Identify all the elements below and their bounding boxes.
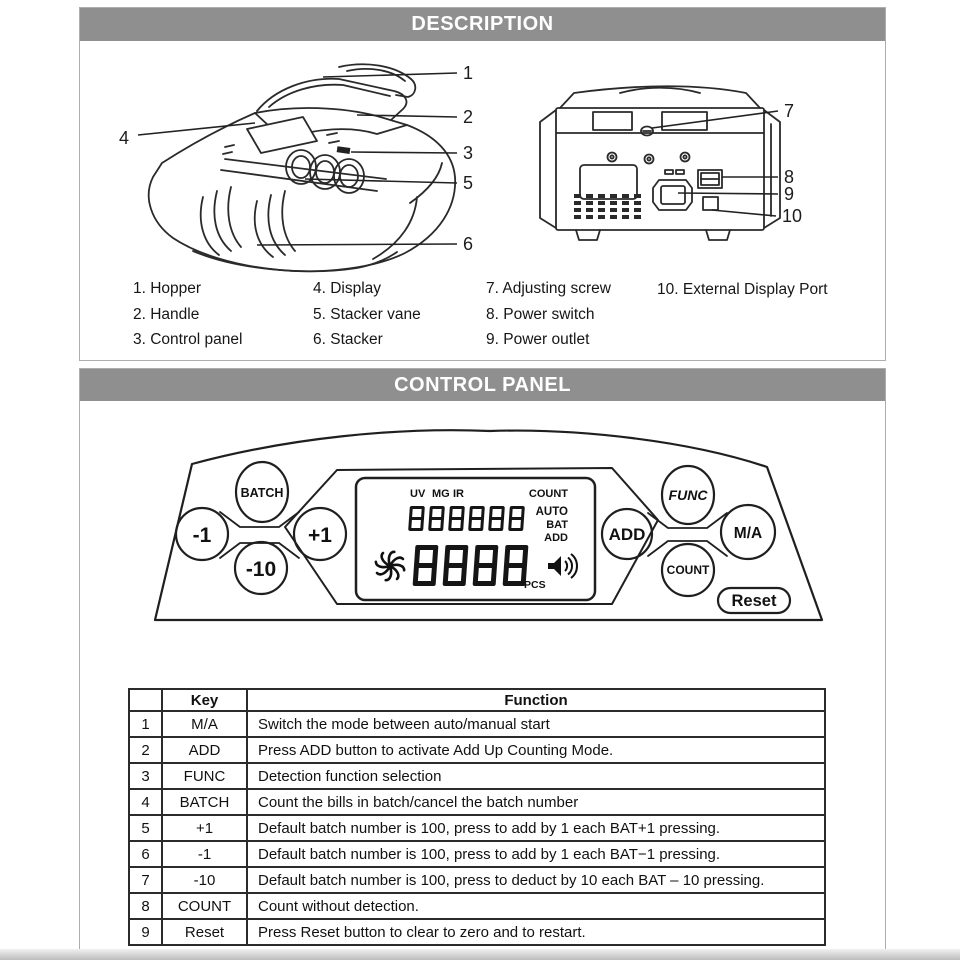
row-function: Default batch number is 100, press to add by 1 each BAT−1 pressing. <box>247 841 825 867</box>
row-no: 7 <box>129 867 162 893</box>
row-function: Press ADD button to activate Add Up Counting Mode. <box>247 737 825 763</box>
mode-add-label: ADD <box>544 532 568 544</box>
callout-4: 4 <box>119 128 130 148</box>
description-title: DESCRIPTION <box>411 13 554 35</box>
table-row <box>129 841 825 867</box>
row-function: Detection function selection <box>247 763 825 789</box>
legend-item: 2. Handle <box>133 305 200 323</box>
callout-5: 5 <box>463 173 474 193</box>
row-no: 4 <box>129 789 162 815</box>
legend-item: 6. Stacker <box>313 331 383 348</box>
lcd-batch-digits <box>414 545 527 586</box>
table-row <box>129 867 825 893</box>
row-key: Reset <box>162 919 247 945</box>
rear-view-diagram <box>520 80 820 255</box>
row-no: 3 <box>129 763 162 789</box>
callout-10: 10 <box>782 206 803 226</box>
ir-label: IR <box>453 488 464 500</box>
table-row <box>129 763 825 789</box>
row-key: -1 <box>162 841 247 867</box>
table-row <box>129 815 825 841</box>
row-no: 1 <box>129 711 162 737</box>
control-panel-title: CONTROL PANEL <box>394 373 571 396</box>
table-row <box>129 919 825 945</box>
row-key: BATCH <box>162 789 247 815</box>
front-callout-lines <box>138 73 457 245</box>
plus-one-button-label: +1 <box>308 524 332 547</box>
batch-button-label: BATCH <box>240 486 284 500</box>
legend-item: 9. Power outlet <box>486 331 590 348</box>
row-key: ADD <box>162 737 247 763</box>
callout-9: 9 <box>784 184 795 204</box>
row-key: COUNT <box>162 893 247 919</box>
legend-column-3 <box>486 276 611 353</box>
table-header-row <box>129 689 825 711</box>
callout-1: 1 <box>463 63 474 83</box>
control-panel-figure <box>128 425 836 625</box>
reset-button-label: Reset <box>731 592 777 610</box>
front-view-diagram <box>105 55 525 275</box>
row-key: +1 <box>162 815 247 841</box>
callout-2: 2 <box>463 107 474 127</box>
rear-callout-lines <box>652 111 778 216</box>
legend-item: 7. Adjusting screw <box>486 280 611 297</box>
callout-7: 7 <box>784 101 795 121</box>
row-no: 9 <box>129 919 162 945</box>
control-panel-header <box>80 369 885 401</box>
description-header <box>80 8 885 41</box>
legend-item: 8. Power switch <box>486 305 595 323</box>
row-function: Count the bills in batch/cancel the batch number <box>247 789 825 815</box>
header-key: Key <box>162 689 247 711</box>
mode-count-label: COUNT <box>528 488 568 500</box>
row-no: 6 <box>129 841 162 867</box>
row-no: 8 <box>129 893 162 919</box>
count-button-label: COUNT <box>666 563 710 577</box>
header-function: Function <box>247 689 825 711</box>
func-button-label: FUNC <box>668 487 708 503</box>
legend-item: 3. Control panel <box>133 331 243 348</box>
callout-3: 3 <box>463 143 474 163</box>
legend-item: 10. External Display Port <box>657 281 828 298</box>
row-function: Count without detection. <box>247 893 825 919</box>
row-function: Default batch number is 100, press to add by 1 each BAT+1 pressing. <box>247 815 825 841</box>
callout-6: 6 <box>463 234 474 254</box>
add-button-label: ADD <box>608 525 646 544</box>
minus-ten-button-label: -10 <box>245 558 277 581</box>
legend-item: 5. Stacker vane <box>313 305 421 323</box>
table-row <box>129 893 825 919</box>
row-key: M/A <box>162 711 247 737</box>
row-no: 5 <box>129 815 162 841</box>
lcd-count-digits <box>409 506 524 531</box>
header-no <box>129 689 162 711</box>
bill-counter-rear-art <box>540 86 780 240</box>
ma-button-label: M/A <box>733 525 763 542</box>
legend-column-1 <box>133 276 242 353</box>
mode-auto-label: AUTO <box>535 506 568 518</box>
row-function: Switch the mode between auto/manual start <box>247 711 825 737</box>
table-row <box>129 737 825 763</box>
mode-bat-label: BAT <box>546 519 568 531</box>
row-function: Press Reset button to clear to zero and to restart. <box>247 919 825 945</box>
row-no: 2 <box>129 737 162 763</box>
page-edge-shadow <box>0 949 960 960</box>
callout-8: 8 <box>784 167 795 187</box>
legend-column-4 <box>657 277 828 303</box>
legend-item: 1. Hopper <box>133 280 202 297</box>
bill-counter-front-art <box>149 64 455 271</box>
pcs-unit-label: PCS <box>524 579 546 591</box>
table-row <box>129 711 825 737</box>
uv-label: UV <box>410 488 426 500</box>
legend-item: 4. Display <box>313 280 382 297</box>
row-function: Default batch number is 100, press to deduct by 10 each BAT – 10 pressing. <box>247 867 825 893</box>
minus-one-button-label: -1 <box>192 524 212 547</box>
legend-column-2 <box>313 276 421 353</box>
table-row <box>129 789 825 815</box>
mg-label: MG <box>432 488 450 500</box>
row-key: FUNC <box>162 763 247 789</box>
row-key: -10 <box>162 867 247 893</box>
key-function-table <box>128 688 826 946</box>
